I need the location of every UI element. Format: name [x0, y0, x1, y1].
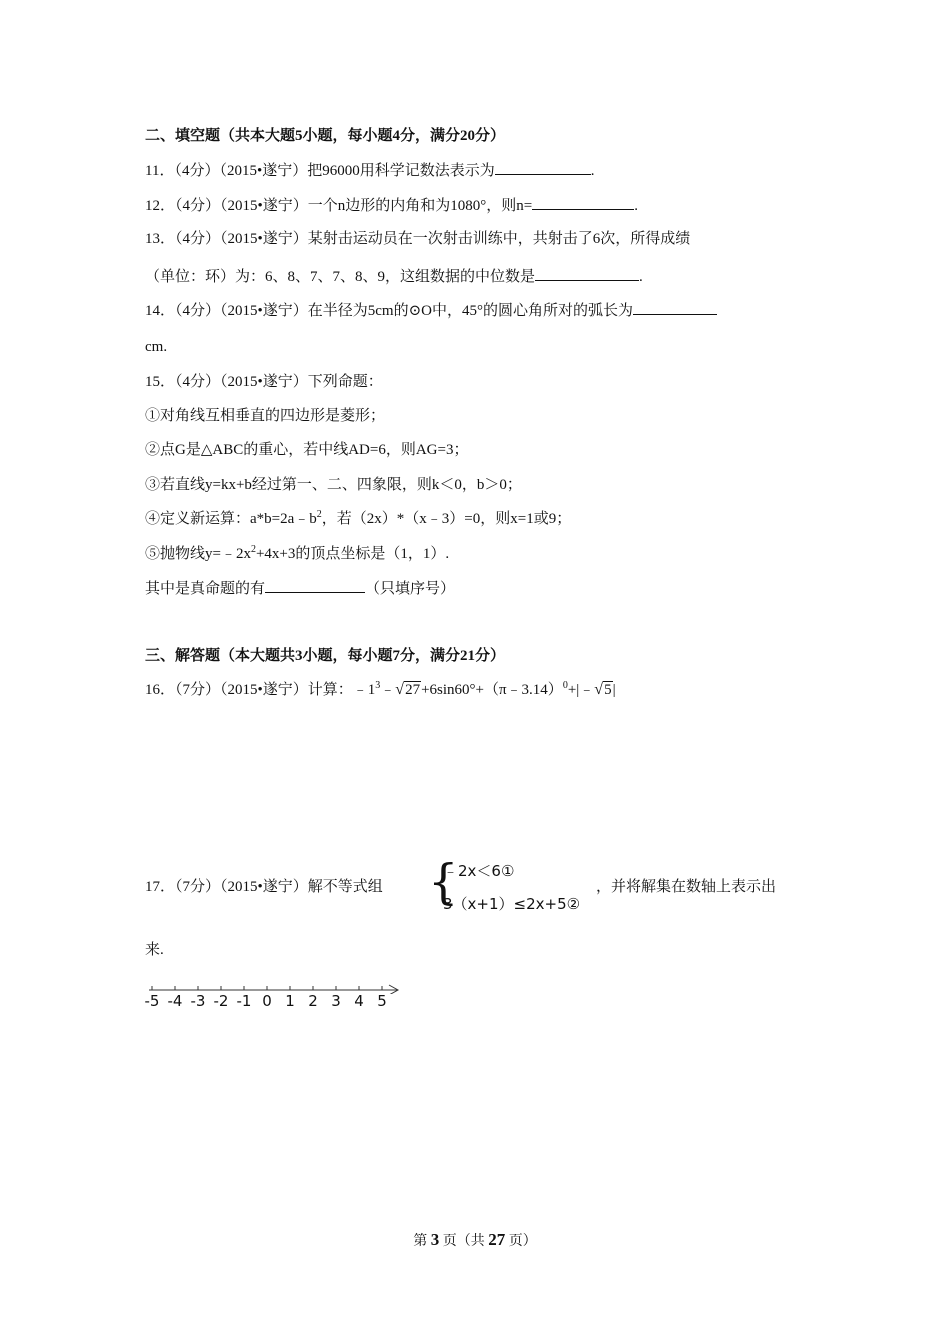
- question-11: 11．（4分）（2015•遂宁）把96000用科学记数法表示为 .: [145, 160, 594, 181]
- question-17-line2: 来.: [145, 942, 164, 958]
- q11-blank: [495, 160, 591, 175]
- proposition-4: ④定义新运算：$a*b=2a﹣b^2$，若（2x）*（x﹣3）=0，则x=1或9；: [145, 509, 572, 527]
- q12-text: 12．（4分）（2015•遂宁）一个n边形的内角和为1080°，则n=: [145, 198, 533, 214]
- brace-icon: {: [428, 854, 459, 910]
- q11-text: 11．（4分）（2015•遂宁）把96000用科学记数法表示为: [145, 163, 495, 179]
- page-total: 27: [488, 1230, 506, 1249]
- sqrt-sign-icon: √: [395, 681, 405, 698]
- inequality-2: 3（x+1）≤2x+5②: [443, 895, 581, 913]
- tick-label: -5: [144, 992, 160, 1010]
- tick-label: -1: [236, 992, 252, 1010]
- tick-label: -3: [190, 992, 206, 1010]
- question-16: 16．（7分）（2015•遂宁）计算：$﹣1^3﹣√27+6\sin 60^\circ+(\pi﹣3.14)^0+|﹣√5|$: [145, 680, 616, 698]
- proposition-1: ①对角线互相垂直的四边形是菱形；: [145, 408, 386, 424]
- number-line: [145, 978, 405, 1012]
- question-17-prefix: 17．（7分）（2015•遂宁）解不等式组: [145, 879, 383, 895]
- question-15-intro: 15．（4分）（2015•遂宁）下列命题：: [145, 374, 383, 390]
- q15-blank: [265, 578, 365, 593]
- proposition-5: ⑤抛物线$y=﹣2x^2+4x+3$的顶点坐标是（1，1）.: [145, 544, 450, 562]
- page-footer: 第 3 页（共 27 页）: [413, 1230, 537, 1249]
- q12-blank: [532, 195, 634, 210]
- section3-heading: 三、解答题（本大题共3小题，每小题7分，满分21分）: [145, 648, 506, 664]
- q14-blank: [633, 300, 717, 315]
- q13-blank: [535, 266, 639, 281]
- tick-label: 4: [354, 992, 364, 1010]
- sqrt-sign-icon: √: [594, 681, 604, 698]
- section2-heading: 二、填空题（共本大题5小题，每小题4分，满分20分）: [145, 128, 506, 144]
- page-number: 3: [430, 1230, 440, 1249]
- question-17-suffix: ，并将解集在数轴上表示出: [596, 879, 777, 895]
- tick-label: 5: [377, 992, 387, 1010]
- tick-label: -4: [167, 992, 183, 1010]
- question-14-line1: 14．（4分）（2015•遂宁）在半径为5cm的⊙O中，45°的圆心角所对的弧长为: [145, 300, 717, 321]
- tick-label: 1: [285, 992, 295, 1010]
- sqrt-27: 27: [405, 682, 421, 698]
- question-14-line2: cm.: [145, 339, 168, 355]
- question-13-line1: 13．（4分）（2015•遂宁）某射击运动员在一次射击训练中，共射击了6次，所得成绩: [145, 231, 691, 247]
- tick-label: 0: [262, 992, 272, 1010]
- tick-label: 3: [331, 992, 341, 1010]
- inequality-1: ﹣2x＜6①: [443, 862, 515, 880]
- question-12: 12．（4分）（2015•遂宁）一个n边形的内角和为1080°，则n= .: [145, 195, 638, 216]
- tick-label: 2: [308, 992, 318, 1010]
- proposition-2: ②点G是△ABC的重心，若中线AD=6，则AG=3；: [145, 442, 469, 458]
- question-15-answer: 其中是真命题的有 （只填序号）: [145, 578, 455, 599]
- tick-label: -2: [213, 992, 229, 1010]
- proposition-3: ③若直线y=kx+b经过第一、二、四象限，则k＜0，b＞0；: [145, 477, 522, 493]
- sqrt-5: 5: [604, 682, 612, 698]
- question-13-line2: （单位：环）为：6、8、7、7、8、9，这组数据的中位数是 .: [145, 266, 643, 287]
